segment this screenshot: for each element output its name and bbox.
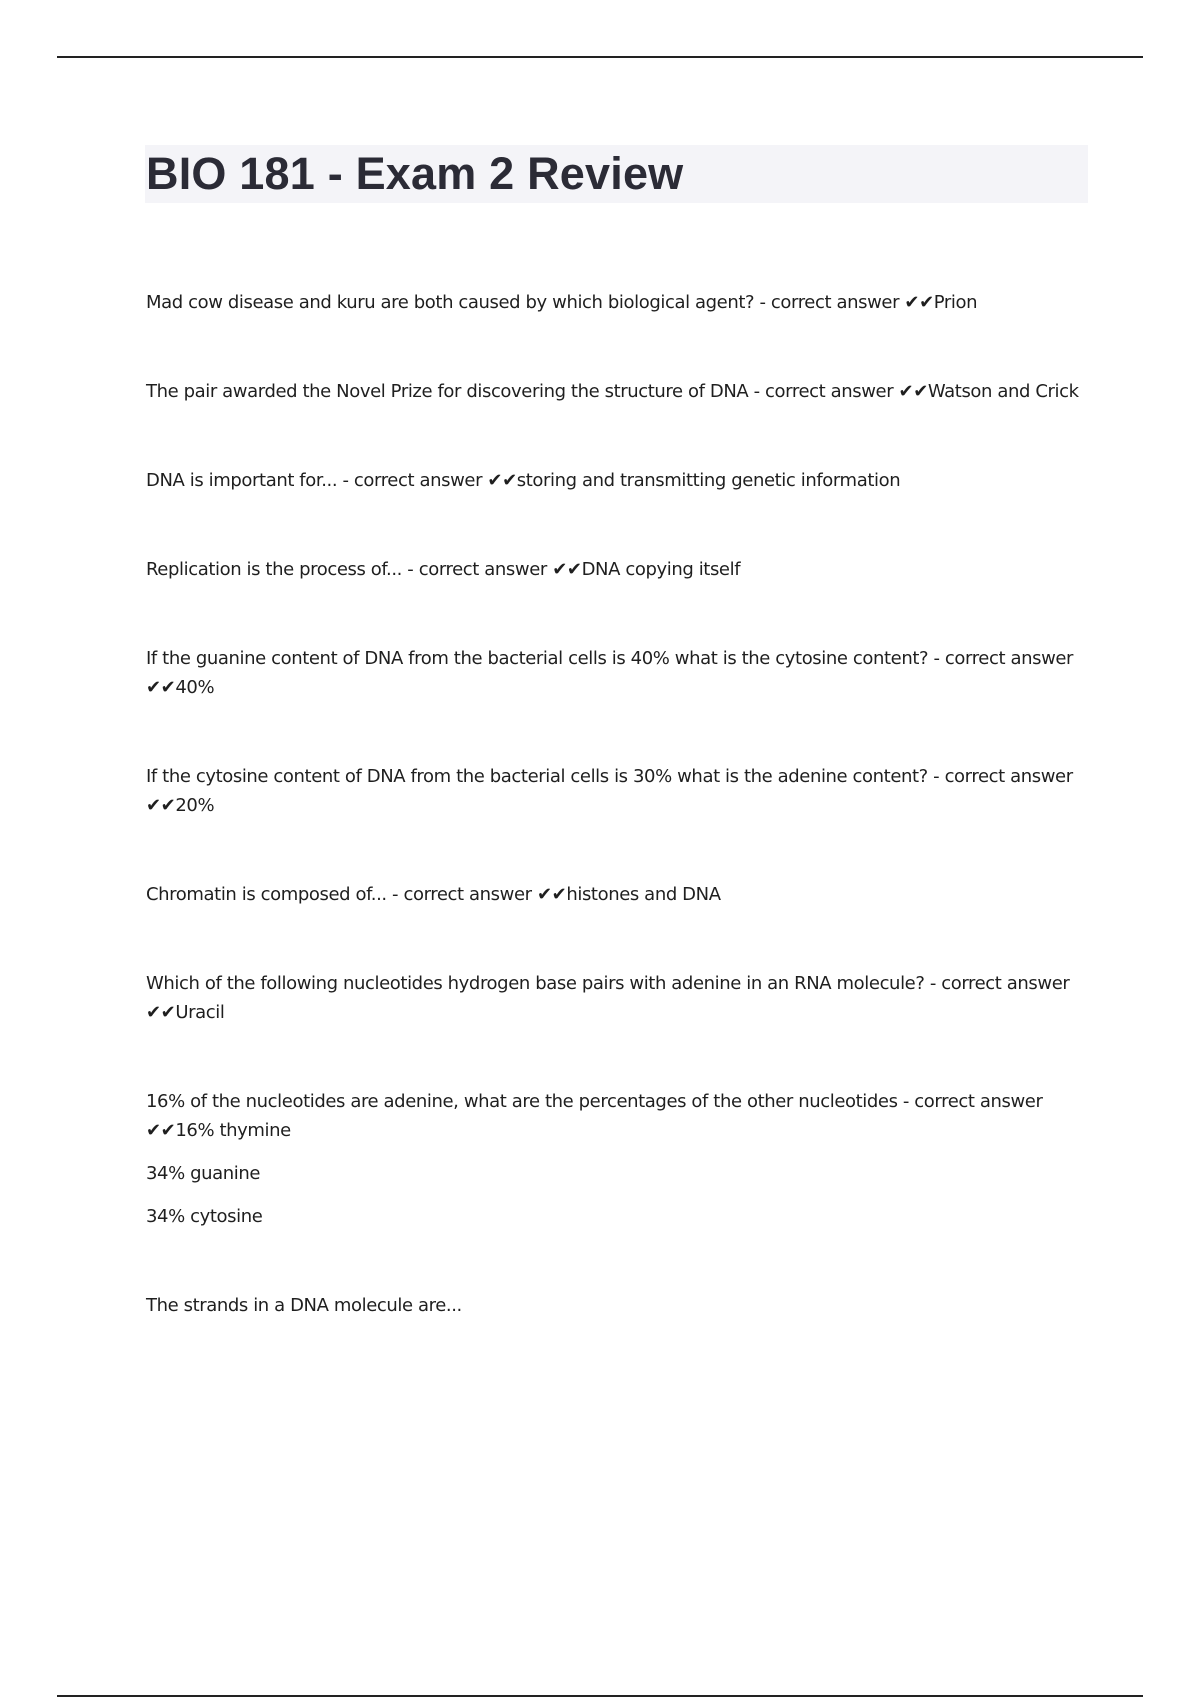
answer-text: storing and transmitting genetic information — [516, 470, 901, 491]
double-check-icon: ✔✔ — [146, 1002, 176, 1023]
double-check-icon: ✔✔ — [898, 381, 928, 402]
qa-item — [146, 288, 1084, 317]
answer-text: Prion — [933, 292, 978, 313]
answer-continuation: 34% cytosine — [146, 1206, 263, 1227]
question-text: The pair awarded the Novel Prize for discovering the structure of DNA - correct answer — [146, 381, 899, 402]
question-text: Chromatin is composed of... - correct answer — [146, 884, 537, 905]
qa-paragraph — [146, 644, 1084, 702]
qa-item — [146, 762, 1084, 820]
question-text: 16% of the nucleotides are adenine, what are the percentages of the other nucleotides - correct answer — [146, 1091, 1043, 1112]
page-title: BIO 181 - Exam 2 Review — [146, 148, 684, 199]
answer-text: histones and DNA — [566, 884, 721, 905]
qa-item — [146, 969, 1084, 1027]
qa-paragraph — [146, 555, 1084, 584]
qa-paragraph — [146, 1087, 1084, 1145]
qa-paragraph — [146, 1291, 1084, 1320]
qa-list — [146, 288, 1084, 1380]
qa-paragraph — [146, 762, 1084, 820]
qa-paragraph — [146, 466, 1084, 495]
qa-item — [146, 555, 1084, 584]
double-check-icon: ✔✔ — [904, 292, 934, 313]
double-check-icon: ✔✔ — [552, 559, 582, 580]
answer-text: 40% — [175, 677, 215, 698]
double-check-icon: ✔✔ — [146, 677, 176, 698]
answer-text: 16% thymine — [175, 1120, 291, 1141]
question-text: If the guanine content of DNA from the bacterial cells is 40% what is the cytosine content? - correct answer — [146, 648, 1074, 669]
answer-continuation: 34% guanine — [146, 1163, 261, 1184]
qa-paragraph — [146, 880, 1084, 909]
double-check-icon: ✔✔ — [146, 795, 176, 816]
double-check-icon: ✔✔ — [487, 470, 517, 491]
qa-paragraph — [146, 288, 1084, 317]
answer-text: Watson and Crick — [927, 381, 1079, 402]
qa-item — [146, 1087, 1084, 1231]
qa-item — [146, 644, 1084, 702]
answer-text: Uracil — [175, 1002, 225, 1023]
question-text: Replication is the process of... - correct answer — [146, 559, 553, 580]
question-text: Mad cow disease and kuru are both caused by which biological agent? - correct answer — [146, 292, 905, 313]
answer-text: 20% — [175, 795, 215, 816]
answer-text: DNA copying itself — [581, 559, 741, 580]
double-check-icon: ✔✔ — [146, 1120, 176, 1141]
question-text: Which of the following nucleotides hydrogen base pairs with adenine in an RNA molecule? - correct answer — [146, 973, 1070, 994]
question-text: DNA is important for... - correct answer — [146, 470, 488, 491]
qa-item — [146, 377, 1084, 406]
top-rule — [57, 56, 1143, 58]
bottom-rule — [57, 1695, 1143, 1697]
qa-paragraph — [146, 377, 1084, 406]
question-text: If the cytosine content of DNA from the bacterial cells is 30% what is the adenine content? - correct answer — [146, 766, 1073, 787]
double-check-icon: ✔✔ — [536, 884, 567, 905]
qa-item — [146, 466, 1084, 495]
qa-item — [146, 1291, 1084, 1320]
qa-paragraph — [146, 969, 1084, 1027]
qa-item — [146, 880, 1084, 909]
question-text: The strands in a DNA molecule are... — [146, 1295, 462, 1316]
